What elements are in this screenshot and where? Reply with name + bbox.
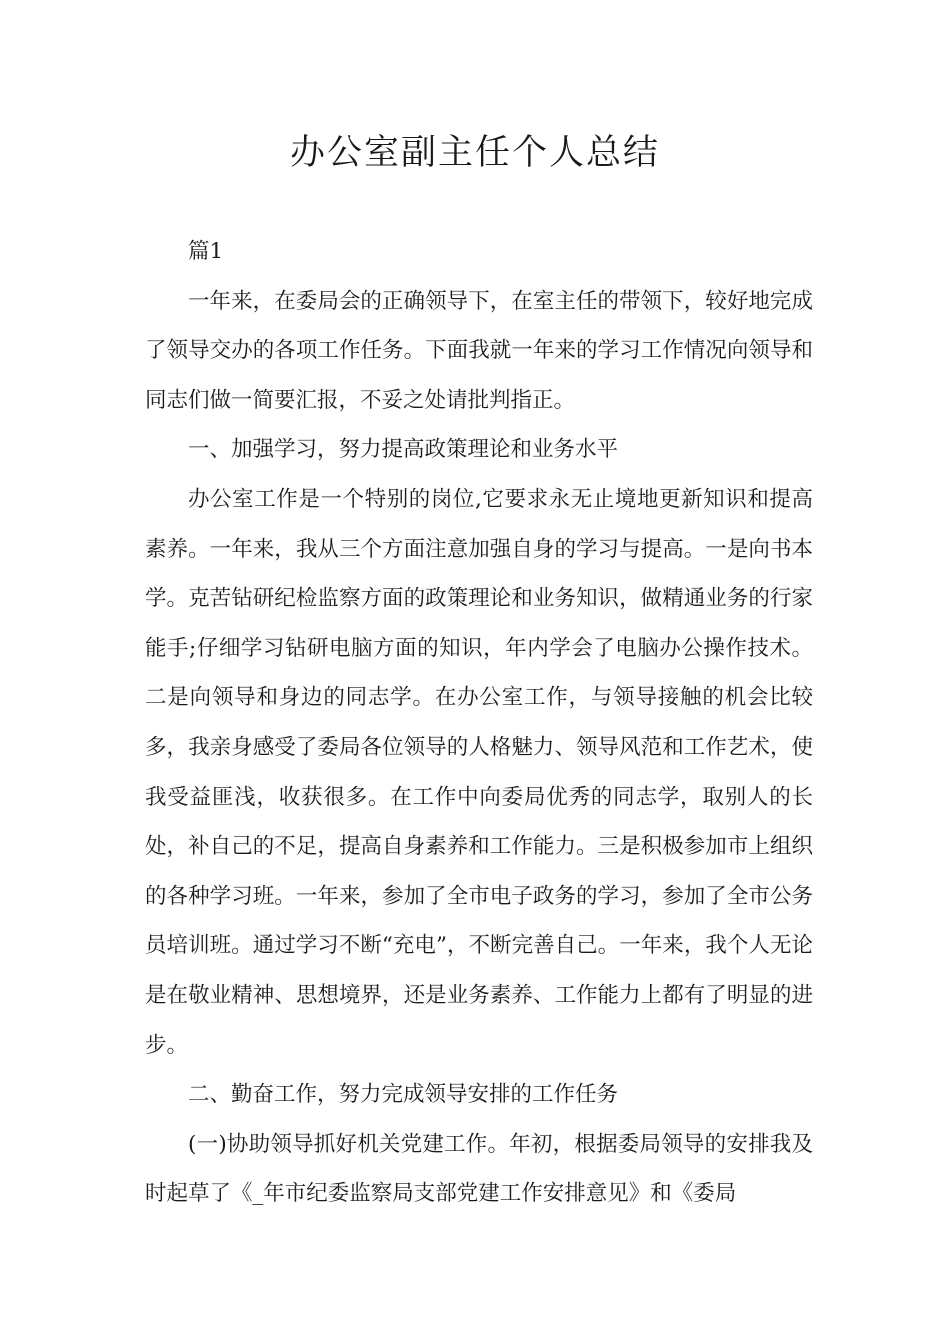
- section-1-paragraph: 办公室工作是一个特别的岗位,它要求永无止境地更新知识和提高素养。一年来，我从三个方面注意加强自身的学习与提高。一是向书本学。克苦钻研纪检监察方面的政策理论和业务知识，做精通业务的行家能手;仔细学习钻研电脑方面的知识，年内学会了电脑办公操作技术。二是向领导和身边的同志学。在办公室工作，与领导接触的机会比较多，我亲身感受了委局各位领导的人格魅力、领导风范和工作艺术，使我受益匪浅，收获很多。在工作中向委局优秀的同志学，取别人的长处，补自己的不足，提高自身素养和工作能力。三是积极参加市上组织的各种学习班。一年来，参加了全市电子政务的学习，参加了全市公务员培训班。通过学习不断“充电”，不断完善自己。一年来，我个人无论是在敬业精神、思想境界，还是业务素养、工作能力上都有了明显的进步。: [145, 486, 813, 1058]
- intro-paragraph: 一年来，在委局会的正确领导下，在室主任的带领下，较好地完成了领导交办的各项工作任务。下面我就一年来的学习工作情况向领导和同志们做一简要汇报，不妥之处请批判指正。: [145, 288, 813, 413]
- document-body: [145, 227, 813, 1219]
- heading-section-2: 二、勤奋工作，努力完成领导安排的工作任务: [188, 1082, 619, 1108]
- document-title: 办公室副主任个人总结: [289, 133, 660, 173]
- section-label: 篇1: [188, 239, 224, 264]
- section-2-paragraph: (一)协助领导抓好机关党建工作。年初，根据委局领导的安排我及时起草了《_年市纪委监察局支部党建工作安排意见》和《委局: [145, 1131, 813, 1207]
- heading-section-1: 一、加强学习，努力提高政策理论和业务水平: [188, 437, 619, 463]
